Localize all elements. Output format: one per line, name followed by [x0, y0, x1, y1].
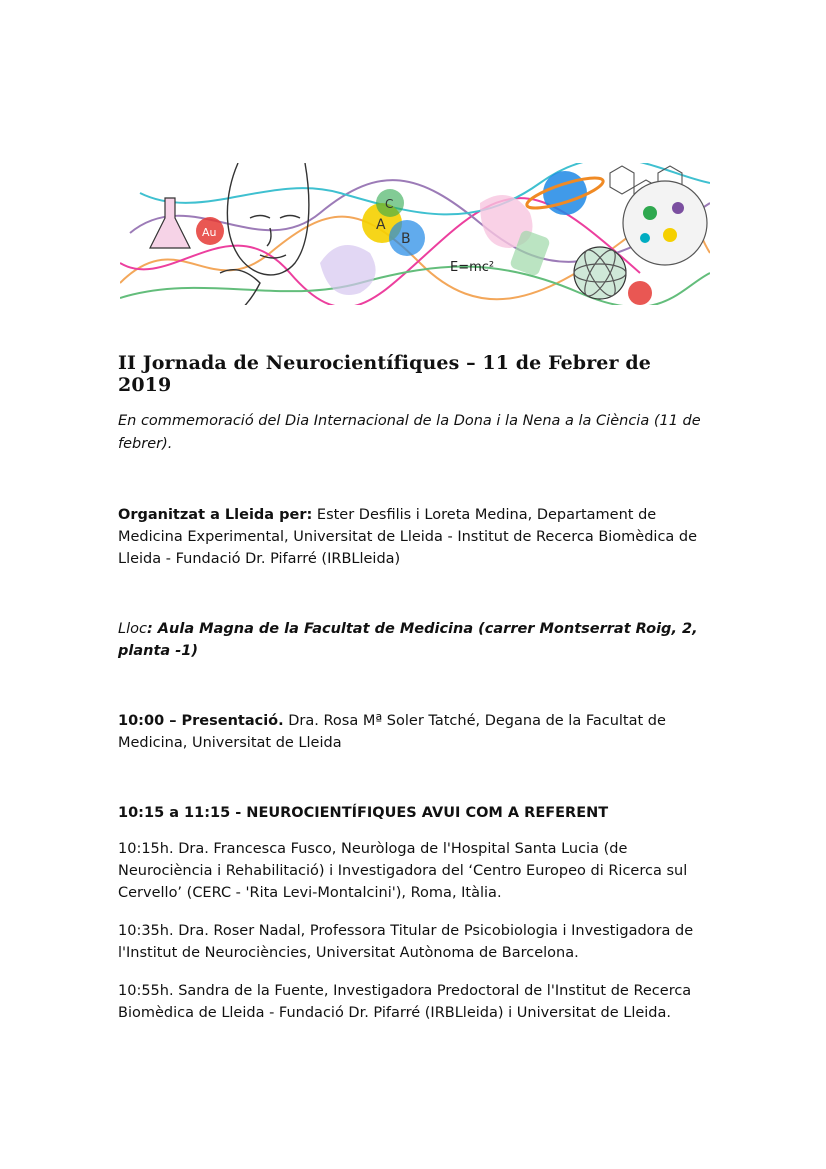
letter-a: A	[376, 217, 386, 233]
document-body	[118, 352, 708, 1024]
talk-time: 10:35h.	[118, 923, 174, 939]
talk-time: 10:15h.	[118, 841, 174, 857]
organizers-text: Ester Desfilis i Loreta Medina, Departament de Medicina Experimental, Universitat de Lleida - Institut de Recerca Biomèdica de Lleida - Fundació Dr. Pifarré (IRBLleida)	[118, 507, 698, 567]
talk-item	[118, 920, 708, 964]
letter-b: B	[401, 231, 411, 247]
page-title: II Jornada de Neurocientífiques – 11 de Febrer de 2019	[118, 352, 651, 396]
presentation-text: Dra. Rosa Mª Soler Tatché, Degana de la Facultat de Medicina, Universitat de Lleida	[118, 713, 666, 751]
gold-symbol-text: Au	[202, 226, 217, 239]
talk-item	[118, 838, 708, 904]
science-collage-image	[120, 163, 710, 305]
venue-label: Lloc	[118, 621, 147, 637]
talk-text: Dra. Francesca Fusco, Neuròloga de l'Hospital Santa Lucia (de Neurociència i Rehabilitació) i Investigadora del ‘Centro Europeo di Ricerca sul Cervello’ (CERC - 'Rita Levi-Montalcini'), Roma, Itàlia.	[118, 841, 688, 901]
talk-text: Dra. Roser Nadal, Professora Titular de Psicobiologia i Investigadora de l'Institut de Neurociències, Universitat Autònoma de Barcelona.	[118, 923, 694, 961]
talk-time: 10:55h.	[118, 983, 174, 999]
red-sphere	[628, 281, 652, 305]
talk-text: Sandra de la Fuente, Investigadora Predoctoral de l'Institut de Recerca Biomèdica de Lleida - Fundació Dr. Pifarré (IRBLleida) i Universitat de Lleida.	[118, 983, 692, 1021]
section-heading: 10:15 a 11:15 - NEUROCIENTÍFIQUES AVUI COM A REFERENT	[118, 805, 609, 821]
presentation-paragraph	[118, 710, 708, 754]
cell-network-icon	[623, 181, 707, 265]
subtitle: En commemoració del Dia Internacional de la Dona i la Nena a la Ciència (11 de febrer).	[118, 413, 701, 452]
atom-icon	[574, 246, 626, 300]
letter-c: C	[385, 197, 394, 211]
header-illustration	[120, 163, 710, 305]
equation-text: E=mc²	[450, 260, 495, 275]
venue-paragraph	[118, 618, 708, 662]
organizers-label: Organitzat a Lleida per:	[118, 507, 313, 523]
presentation-label: 10:00 – Presentació.	[118, 713, 284, 729]
organizers-paragraph	[118, 504, 708, 570]
venue-text: : Aula Magna de la Facultat de Medicina (carrer Montserrat Roig, 2, planta -1)	[118, 621, 698, 659]
talk-item	[118, 980, 708, 1024]
